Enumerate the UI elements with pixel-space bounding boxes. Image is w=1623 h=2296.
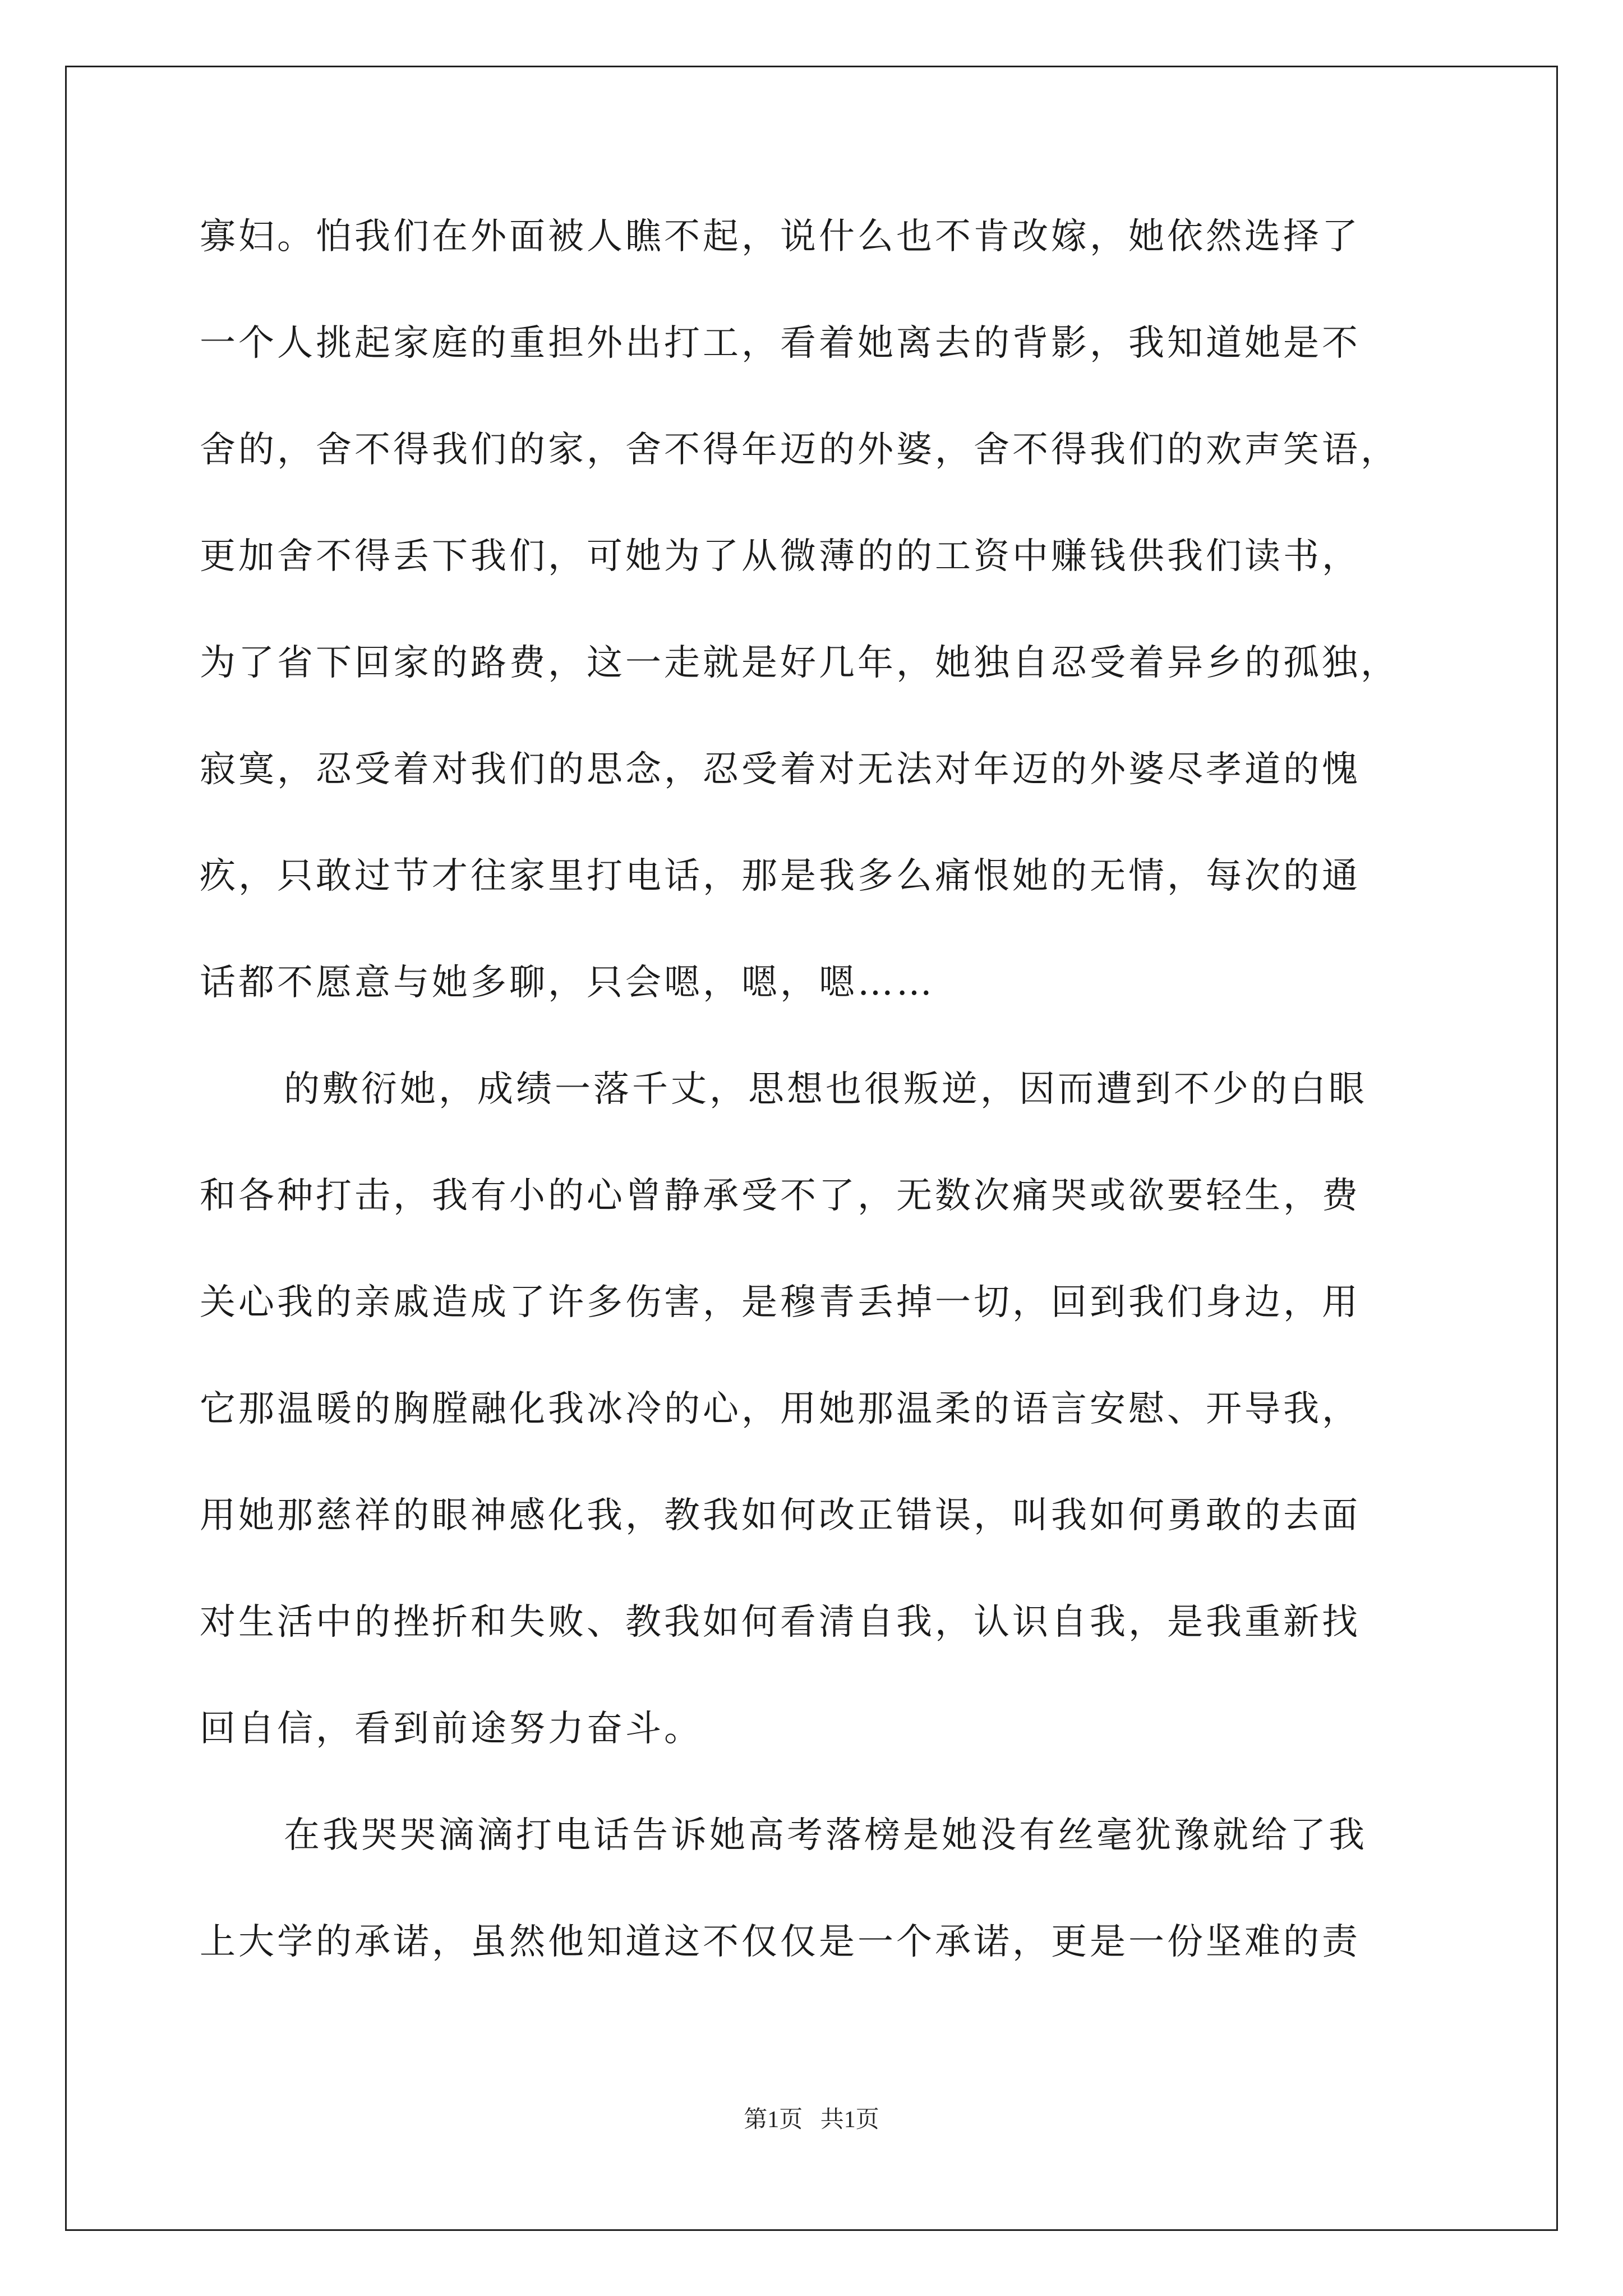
text-line-6: 寂寞，忍受着对我们的思念，忍受着对无法对年迈的外婆尽孝道的愧 [200, 749, 1361, 790]
text-line-13: 用她那慈祥的眼神感化我，教我如何改正错误，叫我如何勇敢的去面 [200, 1495, 1361, 1536]
text-line-11: 关心我的亲戚造成了许多伤害，是穆青丢掉一切，回到我们身边，用 [200, 1282, 1361, 1323]
paragraph-start-line-9: 的敷衍她，成绩一落千丈，思想也很叛逆，因而遭到不少的白眼 [284, 1069, 1367, 1110]
page-number-footer: 第1页 共1页 [744, 2107, 879, 2133]
text-line-10: 和各种打击，我有小的心曾静承受不了，无数次痛哭或欲要轻生，费 [200, 1175, 1361, 1217]
document-body [200, 214, 1433, 2026]
text-line-15: 回自信，看到前途努力奋斗。 [200, 1708, 703, 1750]
text-line-4: 更加舍不得丢下我们，可她为了从微薄的的工资中赚钱供我们读书， [200, 536, 1361, 577]
text-line-5: 为了省下回家的路费，这一走就是好几年，她独自忍受着异乡的孤独， [200, 642, 1399, 684]
text-line-8: 话都不愿意与她多聊，只会嗯，嗯，嗯…… [200, 962, 935, 1004]
text-line-3: 舍的，舍不得我们的家，舍不得年迈的外婆，舍不得我们的欢声笑语， [200, 429, 1399, 471]
text-line-2: 一个人挑起家庭的重担外出打工，看着她离去的背影，我知道她是不 [200, 323, 1361, 364]
text-line-17: 上大学的承诺，虽然他知道这不仅仅是一个承诺，更是一份坚难的责 [200, 1921, 1361, 1963]
text-line-7: 疚，只敢过节才往家里打电话，那是我多么痛恨她的无情，每次的通 [200, 855, 1361, 897]
text-line-12: 它那温暖的胸膛融化我冰冷的心，用她那温柔的语言安慰、开导我， [200, 1388, 1361, 1430]
text-line-1: 寡妇。怕我们在外面被人瞧不起，说什么也不肯改嫁，她依然选择了 [200, 216, 1361, 257]
text-line-14: 对生活中的挫折和失败、教我如何看清自我，认识自我，是我重新找 [200, 1602, 1361, 1643]
paragraph-start-line-16: 在我哭哭滴滴打电话告诉她高考落榜是她没有丝毫犹豫就给了我 [284, 1815, 1367, 1856]
